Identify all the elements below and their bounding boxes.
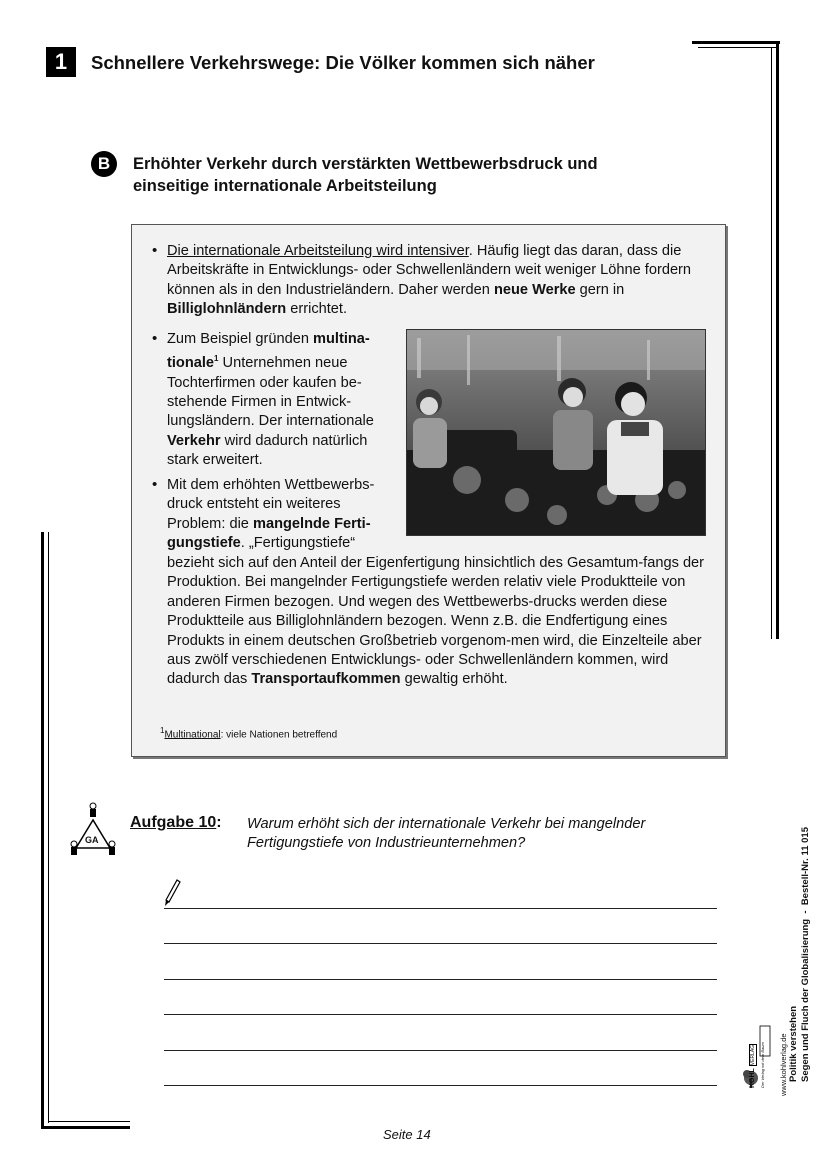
factory-workers-photo: [406, 329, 706, 536]
series-title: Politik verstehen: [788, 1005, 799, 1082]
frame-line-bottom-inner: [48, 1121, 130, 1122]
answer-line[interactable]: [164, 1085, 717, 1086]
bullet-dot: •: [152, 330, 158, 347]
section-badge: B: [91, 151, 117, 177]
frame-line-right-inner: [771, 47, 772, 639]
publisher-url: www.kohlverlag.de: [779, 1033, 788, 1096]
frame-line-top: [692, 41, 780, 44]
factory-photo-illustration: [407, 330, 705, 535]
section-title-line2: einseitige internationale Arbeitsteilung: [133, 177, 437, 195]
answer-line[interactable]: [164, 943, 717, 944]
publisher-name: KOHL: [749, 1068, 756, 1088]
answer-line[interactable]: [164, 1014, 717, 1015]
frame-line-bottom: [41, 1126, 130, 1129]
frame-line-right: [776, 41, 779, 639]
section-title-line1: Erhöhter Verkehr durch verstärkten Wettbewerbsdruck und: [133, 155, 598, 173]
footnote: $^1$Multinational: viele Nationen betreffend: [160, 726, 338, 741]
frame-line-left: [41, 532, 44, 1129]
bullet-dot: •: [152, 242, 158, 259]
group-work-icon: [68, 800, 118, 860]
info-bullet-1-underlined: Die internationale Arbeitsteilung wird intensiver: [167, 243, 469, 259]
section-title: [133, 153, 693, 197]
page-number: Seite 14: [383, 1127, 431, 1142]
group-work-label: GA: [85, 835, 99, 845]
task-question: Warum erhöht sich der internationale Verkehr bei mangelnder Fertigungstiefe von Industrieunternehmen?: [247, 816, 646, 851]
book-title: Segen und Fluch der Globalisierung - Bestell-Nr. 11 015: [800, 827, 811, 1082]
info-bullet-3-continued: bezieht sich auf den Anteil der Eigenfertigung hinsichtlich des Gesamtum-fangs der Produktion. Bei mangelnder Fertigungstiefe werden relativ viele Produktteile von anderen Firmen bezogen. Und wegen des Wettbewerbs-drucks werden diese Produktteile aus Billiglohnländern bezogen. Wenn z.B. die Endfertigung eines Produkts in einem deutschen Großbetrieb vorgenom-men wird, die Einzelteile aber aus zwölf verschiedenen Entwicklungs- oder Schwellenländern kommen, wird dadurch das Transportaufkommen gewaltig erhöht.: [167, 555, 705, 688]
frame-line-top-inner: [698, 47, 776, 48]
frame-line-left-inner: [48, 532, 49, 1123]
info-bullet-3-top: Mit dem erhöhten Wettbewerbs-druck entsteht ein weiteres Problem: die mangelnde Ferti-gungstiefe. „Fertigungstiefe“: [167, 477, 375, 552]
answer-line[interactable]: [164, 1050, 717, 1051]
sidebar-book-info: [779, 716, 818, 1096]
answer-line[interactable]: [164, 908, 717, 909]
info-bullet-2: Zum Beispiel gründen multina-tionale$^1$ Unternehmen neue Tochterfirmen oder kaufen be-stehende Firmen in Entwick-lungsländern. Der internationale Verkehr wird dadurch natürlich stark erweitert.: [167, 331, 374, 469]
info-bullet-1: Die internationale Arbeitsteilung wird intensiver. Häufig liegt das daran, dass die Arbeitskräfte in Entwicklungs- oder Schwellenländern weit weniger Löhne fordern können als in den Industrieländern. Daher werden neue Werke gern in Billiglohnländern errichtet.: [167, 243, 692, 318]
task-label: Aufgabe 10:: [130, 814, 222, 831]
bullet-dot: •: [152, 476, 158, 493]
pencil-icon: [163, 879, 181, 907]
footnote-term: Multinational: [164, 729, 221, 741]
chapter-title: Schnellere Verkehrswege: Die Völker kommen sich näher: [91, 52, 595, 73]
answer-line[interactable]: [164, 979, 717, 980]
chapter-number: 1: [46, 47, 76, 77]
publisher-logo: KOHL VERLAG Der Verlag mit dem Baum: [742, 1024, 772, 1088]
